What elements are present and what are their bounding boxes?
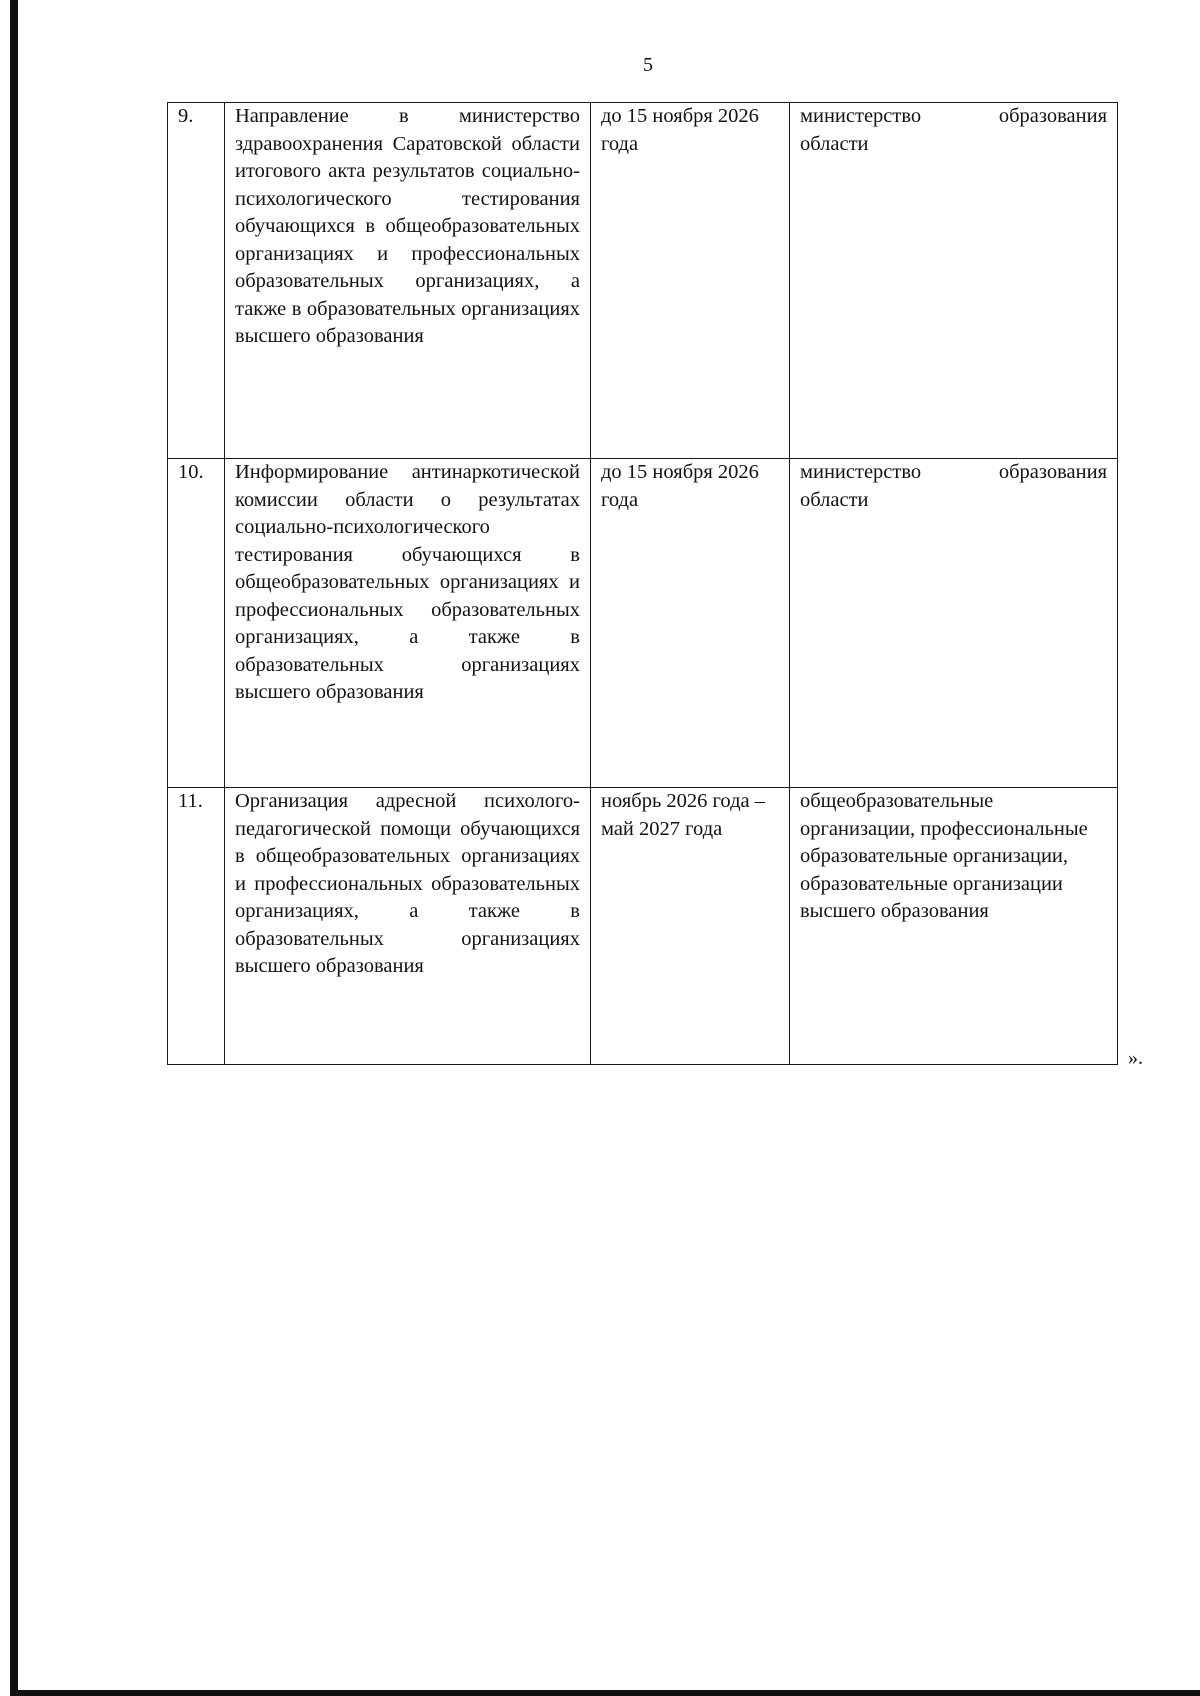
deadline: ноябрь 2026 года – май 2027 года	[591, 788, 790, 1065]
closing-quote-mark: ».	[1128, 1047, 1143, 1069]
row-number: 11.	[168, 788, 225, 1065]
row-number: 9.	[168, 103, 225, 459]
deadline: до 15 ноября 2026 года	[591, 459, 790, 788]
responsible-party: министерство образования области	[790, 103, 1118, 459]
responsible-party: общеобразовательные организации, профессиональные образовательные организации, образовательные организации высшего образования	[790, 788, 1118, 1065]
event-description: Организация адресной психолого-педагогической помощи обучающихся в общеобразовательных организациях и профессиональных образовательных организациях, а также в образовательных организациях высшего образования	[225, 788, 591, 1065]
table-row	[168, 103, 1118, 459]
page-number: 5	[643, 54, 653, 76]
deadline: до 15 ноября 2026 года	[591, 103, 790, 459]
table-row	[168, 459, 1118, 788]
scan-edge-left	[10, 0, 18, 1696]
responsible-party: министерство образования области	[790, 459, 1118, 788]
row-number: 10.	[168, 459, 225, 788]
plan-table	[167, 102, 1118, 1065]
event-description: Направление в министерство здравоохранения Саратовской области итогового акта результатов социально-психологического тестирования обучающихся в общеобразовательных организациях и профессиональных образовательных организациях, а также в образовательных организациях высшего образования	[225, 103, 591, 459]
event-description: Информирование антинаркотической комиссии области о результатах социально-психологического тестирования обучающихся в общеобразовательных организациях и профессиональных образовательных организациях, а также в образовательных организациях высшего образования	[225, 459, 591, 788]
table-row	[168, 788, 1118, 1065]
scan-edge-bottom	[10, 1690, 1200, 1696]
